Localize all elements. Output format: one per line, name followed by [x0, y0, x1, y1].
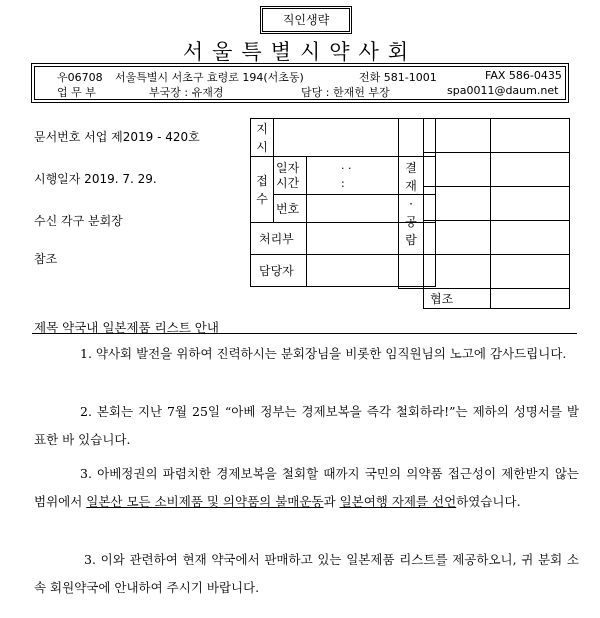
cooperation-label: 협조	[424, 289, 491, 309]
document-subject: 제목 약국내 일본제품 리스트 안내	[34, 320, 219, 335]
address: 서울특별시 서초구 효령로 194(서초동)	[115, 71, 304, 84]
date-marks: · ·	[341, 161, 352, 175]
paragraph-4: 3. 이와 관련하여 현재 약국에서 판매하고 있는 일본제품 리스트를 제공하오니, 귀 분회 소속 회원약국에 안내하여 주시기 바랍니다.	[34, 552, 579, 595]
boycott-underline: 일본산 모든 소비제품 및 의약품의 불매운동	[86, 494, 324, 509]
processing-label: 처리부	[251, 223, 307, 255]
person-label: 담당자	[251, 255, 307, 287]
phone: 전화 581-1001	[359, 71, 437, 84]
receipt-label: 접 수	[251, 157, 274, 223]
omitted-seal-stamp: 직인생략	[262, 8, 350, 32]
approval-label: 결 재 · 공 람	[399, 119, 424, 289]
fax: FAX 586-0435	[485, 69, 562, 82]
paragraph-1: 1. 약사회 발전을 위하여 진력하시는 분회장님을 비롯한 임직원님의 노고에 감사드립니다.	[80, 346, 567, 361]
issue-date: 시행일자 2019. 7. 29.	[34, 172, 157, 186]
document-number: 문서번호 서업 제2019 - 420호	[34, 130, 200, 144]
subject-divider	[32, 333, 577, 334]
travel-underline: 일본여행 자제를 선언	[339, 494, 457, 509]
sender-info-box	[34, 66, 566, 100]
time-marks: :	[341, 176, 345, 190]
reference: 참조	[34, 252, 58, 266]
department: 업 무 부	[57, 86, 96, 99]
approval-grid	[398, 118, 570, 309]
number-label: 번호	[274, 195, 307, 223]
paragraph-2: 2. 본회는 지난 7월 25일 “아베 정부는 경제보복을 즉각 철회하라!”는 제하의 성명서를 발표한 바 있습니다.	[34, 404, 579, 447]
manager: 부국장 : 유재경	[149, 86, 224, 99]
paragraph-3: 3. 아베정권의 파렴치한 경제보복을 철회할 때까지 국민의 의약품 접근성이 제한받지 않는 범위에서 일본산 모든 소비제품 및 의약품의 불매운동과 일본여행 자제를 선언하였습니다.	[34, 466, 579, 509]
email: spa0011@daum.net	[447, 84, 559, 97]
contact-person: 담당 : 한재헌 부장	[301, 86, 390, 99]
datetime-label: 일자 시간	[274, 157, 307, 195]
organization-title: 서울특별시약사회	[182, 40, 418, 64]
instruct-label: 지 시	[251, 119, 274, 157]
recipient: 수신 각구 분회장	[34, 214, 123, 228]
postal-code: 우06708	[57, 71, 103, 84]
